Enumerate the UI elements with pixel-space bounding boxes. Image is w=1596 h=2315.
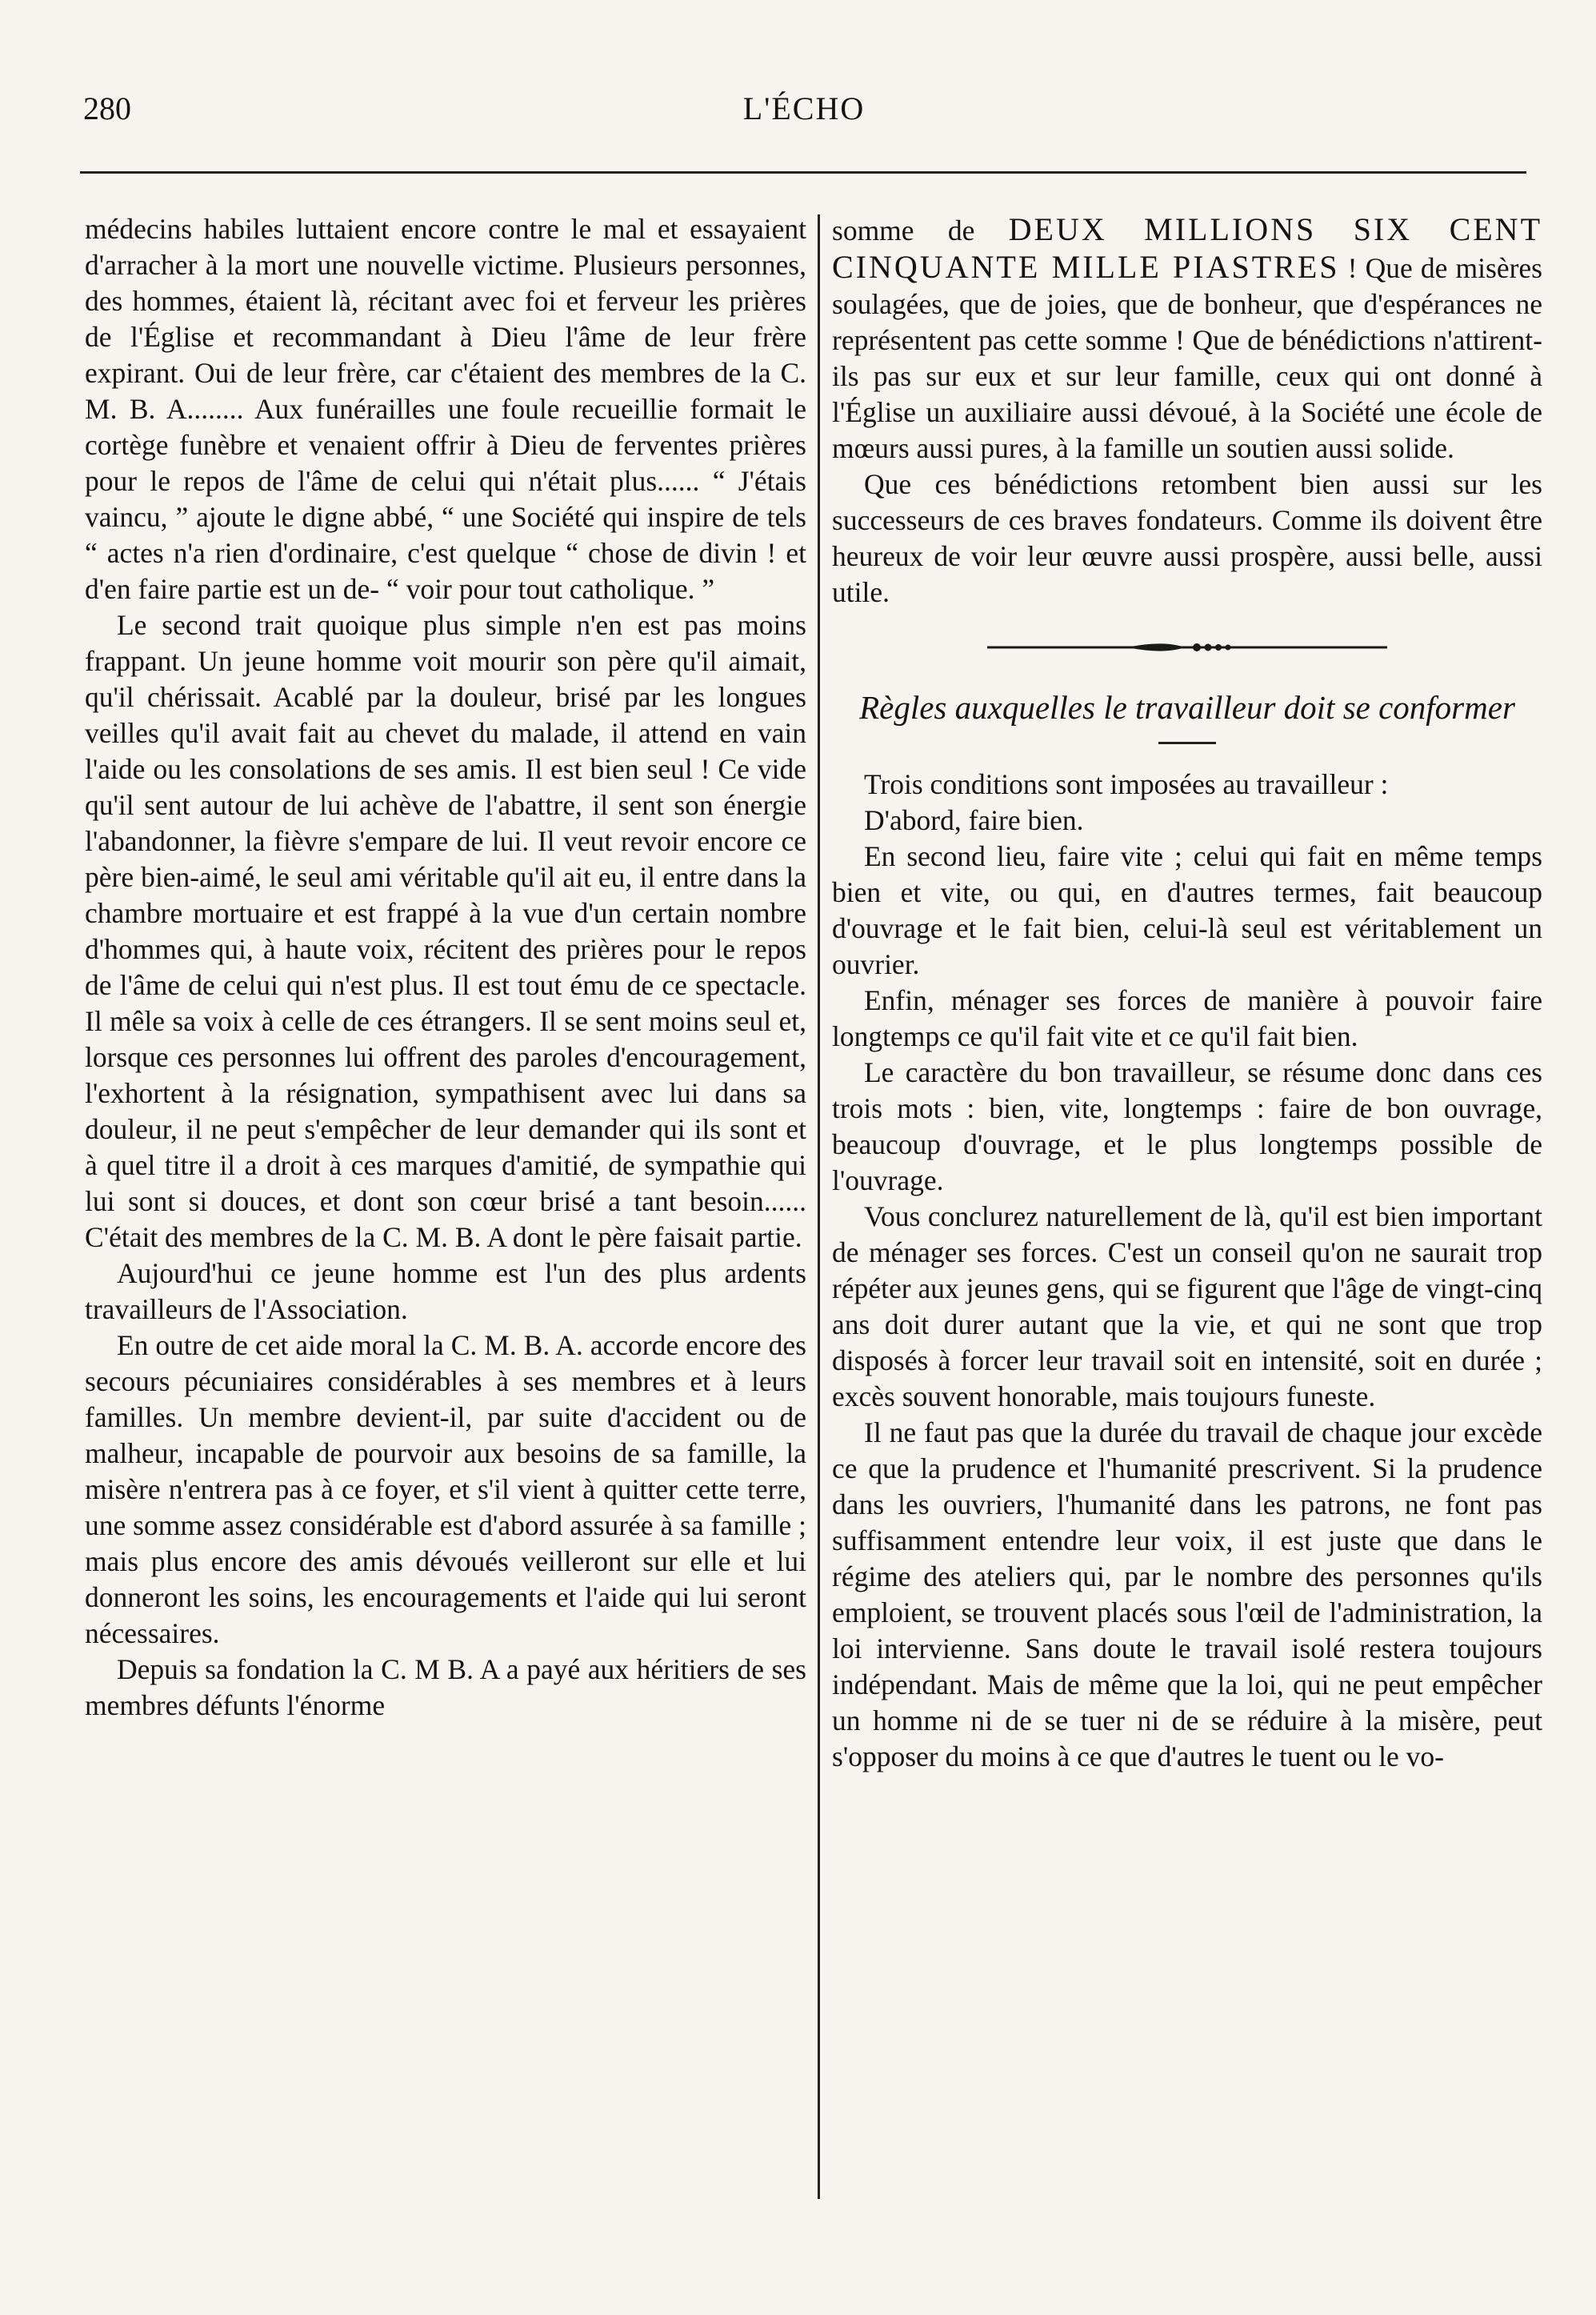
paragraph: Le caractère du bon travailleur, se résume donc dans ces trois mots : bien, vite, longtemps : faire de bon ouvrage, beaucoup d'ouvrage, et le plus longtemps possible de l'ouvrage. [832,1056,1542,1196]
page-number: 280 [83,90,131,126]
paragraph: Trois conditions sont imposées au travailleur : [864,768,1389,800]
right-column [832,211,1542,1775]
left-column [85,211,806,1724]
paragraph: Aujourd'hui ce jeune homme est l'un des plus ardents travailleurs de l'Association. [85,1257,806,1325]
paragraph: Il ne faut pas que la durée du travail de chaque jour excède ce que la prudence et l'humanité prescrivent. Si la prudence dans les ouvriers, l'humanité dans les patrons, ne font pas suffisamment entendre leur voix, il est juste que dans le régime des ateliers qui, par le nombre des personnes qu'ils emploient, se trouvent placés sous l'œil de l'administration, la loi intervienne. Sans doute le travail isolé restera toujours indépendant. Mais de même que la loi, qui ne peut empêcher un homme ni de se tuer ni de se réduire à la misère, peut s'opposer du moins à ce que d'autres le tuent ou le vo- [832,1416,1542,1772]
title-underline [1158,742,1216,744]
paragraph: Que ces bénédictions retombent bien aussi sur les successeurs de ces braves fondateurs. Comme ils doivent être heureux de voir leur œuvre aussi prospère, aussi belle, aussi utile. [832,468,1542,608]
page-header [80,90,1528,141]
header-rule [80,171,1526,174]
lead-text-start: somme de [832,214,1009,246]
paragraph: En outre de cet aide moral la C. M. B. A. accorde encore des secours pécuniaires considérables à ses membres et à leurs familles. Un membre devient-il, par suite d'accident ou de malheur, incapable de pourvoir aux besoins de sa famille, la misère n'entrera pas à ce foyer, et s'il vient à quitter cette terre, une somme assez considérable est d'abord assurée à sa famille ; mais plus encore des amis dévoués veilleront sur elle et lui donneront les soins, les encouragements et l'aide qui lui seront nécessaires. [85,1329,806,1649]
running-title: L'ÉCHO [742,90,866,126]
ornament-rule-icon [987,639,1387,655]
paragraph: médecins habiles luttaient encore contre le mal et essayaient d'arracher à la mort une nouvelle victime. Plusieurs personnes, des hommes, étaient là, récitant avec foi et ferveur les prières de l'Église et recommandant à Dieu l'âme de leur frère expirant. Oui de leur frère, car c'étaient des membres de la C. M. B. A........ Aux funérailles une foule recueillie formait le cortège funèbre et venaient offrir à Dieu de ferventes prières pour le repos de l'âme de celui qui n'était plus...... “ J'étais vaincu, ” ajoute le digne abbé, “ une Société qui inspire de tels “ actes n'a rien d'ordinaire, c'est quelque “ chose de divin ! et d'en faire partie est un de- “ voir pour tout catholique. ” [85,213,806,605]
lead-text-end: ! Que de misères soulagées, que de joies, que de bonheur, que d'espérances ne représentent pas cette somme ! Que de bénédictions n'attirent-ils pas sur eux et sur leur famille, ceux qui ont donné à l'Église un auxiliaire aussi dévoué, à la Société une école de mœurs aussi pures, à la famille un soutien aussi solide. [832,252,1542,464]
paragraph: Enfin, ménager ses forces de manière à pouvoir faire longtemps ce qu'il fait vite et ce qu'il fait bien. [832,984,1542,1052]
lead-paragraph [832,211,1542,467]
paragraph: D'abord, faire bien. [864,804,1084,836]
ornament-divider [832,639,1542,655]
column-divider [818,214,820,2199]
paragraph: En second lieu, faire vite ; celui qui fait en même temps bien et vite, ou qui, en d'autres termes, fait beaucoup d'ouvrage et le fait bien, celui-là seul est véritablement un ouvrier. [832,840,1542,980]
section-title: Règles auxquelles le travailleur doit se conformer [859,689,1515,726]
paragraph: Le second trait quoique plus simple n'en est pas moins frappant. Un jeune homme voit mourir son père qu'il aimait, qu'il chérissait. Acablé par la douleur, brisé par les longues veilles qu'il avait fait au chevet du malade, il attend en vain l'aide ou les consolations de ses amis. Il est bien seul ! Ce vide qu'il sent autour de lui achève de l'abattre, il sent son énergie l'abandonner, la fièvre s'empare de lui. Il veut revoir encore ce père bien-aimé, le seul ami véritable qu'il ait eu, il entre dans la chambre mortuaire et est frappé à la vue d'un certain nombre d'hommes qui, à haute voix, récitent des prières pour le repos de l'âme de celui qui n'est plus. Il est tout ému de ce spectacle. Il mêle sa voix à celle de ces étrangers. Il se sent moins seul et, lorsque ces personnes lui offrent des paroles d'encouragement, l'exhortent à la résignation, sympathisent avec lui dans sa douleur, il ne peut s'empêcher de leur demander qui ils sont et à quel titre il a droit à ces marques d'amitié, de sympathie qui lui sont si douces, et dont son cœur brisé a tant besoin...... C'était des membres de la C. M. B. A dont le père faisait partie. [85,609,806,1253]
amount-caps: DEUX MILLIONS SIX CENT CINQUANTE MILLE PIASTRES [832,211,1542,285]
paragraph: Vous conclurez naturellement de là, qu'il est bien important de ménager ses forces. C'est un conseil qu'on ne saurait trop répéter aux jeunes gens, qui se figurent que l'âge de vingt-cinq ans doit durer autant que la vie, et qui ne sont que trop disposés à forcer leur travail soit en intensité, soit en durée ; excès souvent honorable, mais toujours funeste. [832,1200,1542,1412]
paragraph: Depuis sa fondation la C. M B. A a payé aux héritiers de ses membres défunts l'énorme [85,1653,806,1721]
